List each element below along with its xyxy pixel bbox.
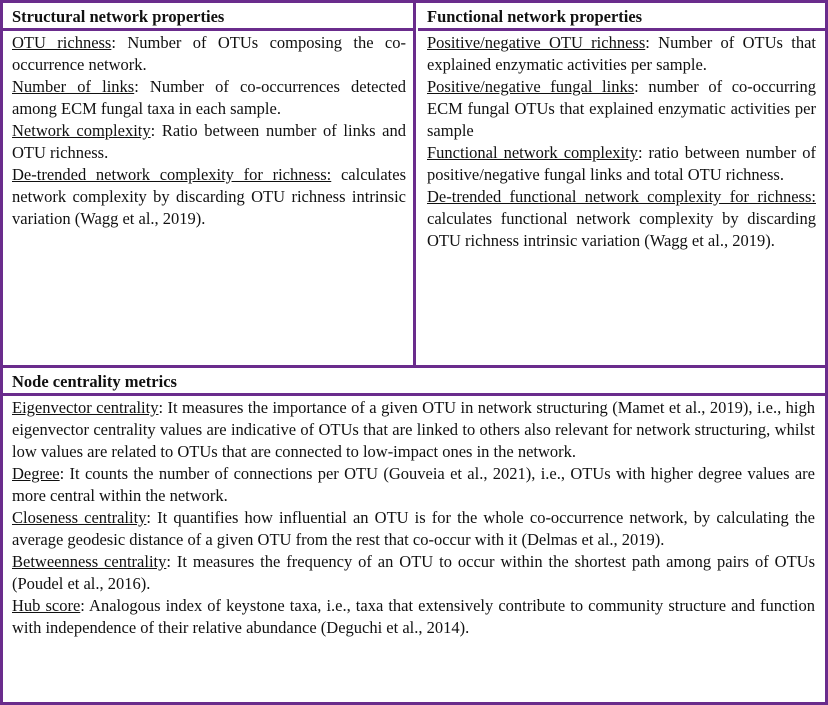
centrality-item: Hub score: Analogous index of keystone taxa, i.e., taxa that extensively contribute to community structure and function with independence of their relative abundance (Deguchi et al., 2014). [12,596,816,637]
functional-item: Positive/negative fungal links: number of co-occurring ECM fungal OTUs that explained enzymatic activities per sample [427,77,816,140]
centrality-item: Betweenness centrality: It measures the frequency of an OTU to occur within the shortest path among pairs of OTUs (Poudel et al., 2016). [12,552,815,593]
centrality-header: Node centrality metrics [3,368,825,396]
structural-item: Network complexity: Ratio between number of links and OTU richness. [12,121,406,162]
structural-body [3,31,415,230]
centrality-cell [3,368,825,702]
centrality-item: Eigenvector centrality: It measures the importance of a given OTU in network structuring (Mamet et al., 2019), i.e., high eigenvector centrality values are indicative of OTUs that are linked to others also relevant for network structuring, whilst low values are related to OTUs that are connected to low-impact ones in the network. [12,398,815,461]
centrality-item: Degree: It counts the number of connections per OTU (Gouveia et al., 2021), i.e., OTUs with higher degree values are more central within the network. [12,464,815,505]
functional-cell [418,3,825,365]
structural-item: De-trended network complexity for richness: calculates network complexity by discarding OTU richness intrinsic variation (Wagg et al., 2019). [12,165,407,228]
centrality-item: Closeness centrality: It quantifies how influential an OTU is for the whole co-occurrence network, by calculating the average geodesic distance of a given OTU from the rest that co-occur with it (Delmas et al., 2019). [12,508,815,549]
functional-item: Functional network complexity: ratio between number of positive/negative fungal links and total OTU richness. [427,143,816,184]
functional-item: De-trended functional network complexity for richness: calculates functional network complexity by discarding OTU richness intrinsic variation (Wagg et al., 2019). [427,187,816,250]
functional-body [418,31,825,252]
functional-item: Positive/negative OTU richness: Number of OTUs that explained enzymatic activities per sample. [427,33,816,74]
structural-header: Structural network properties [3,3,415,31]
column-divider [413,3,416,365]
structural-cell [3,3,415,365]
structural-item: OTU richness: Number of OTUs composing the co-occurrence network. [12,33,406,74]
centrality-body [3,396,825,639]
structural-item: Number of links: Number of co-occurrences detected among ECM fungal taxa in each sample. [12,77,406,118]
functional-header: Functional network properties [418,3,825,31]
